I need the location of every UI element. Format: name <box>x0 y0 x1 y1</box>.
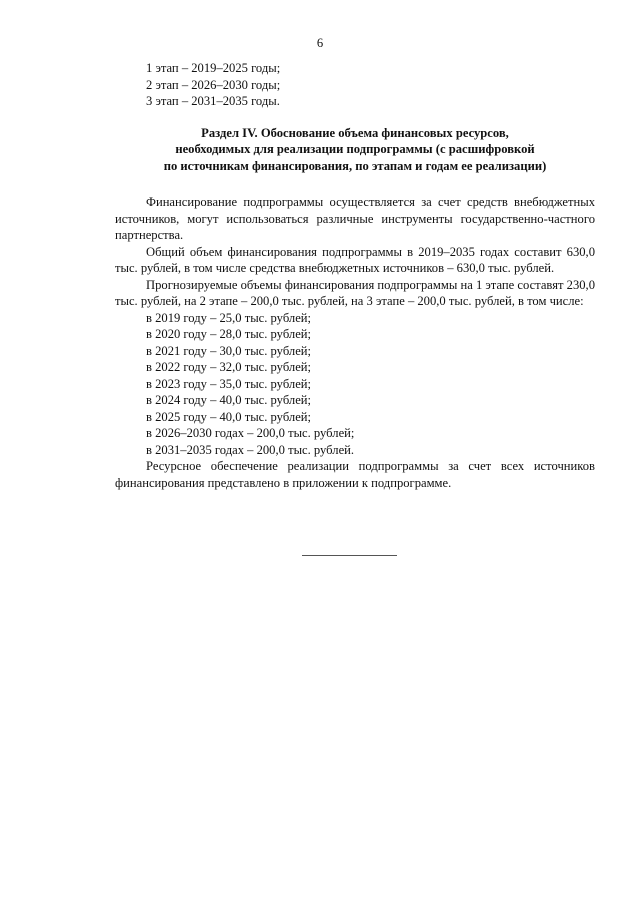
yearly-item: в 2022 году – 32,0 тыс. рублей; <box>146 360 312 374</box>
section-heading-line: по источникам финансирования, по этапам и годам ее реализации) <box>163 158 547 173</box>
section-heading-line: необходимых для реализации подпрограммы (с расшифровкой <box>175 142 535 156</box>
stages-list <box>115 60 595 110</box>
yearly-item: в 2019 году – 25,0 тыс. рублей; <box>146 310 312 325</box>
section-heading <box>115 125 595 175</box>
yearly-item: в 2025 году – 40,0 тыс. рублей; <box>146 409 312 424</box>
yearly-item: в 2023 году – 35,0 тыс. рублей; <box>146 376 312 391</box>
section-heading-line: Раздел IV. Обоснование объема финансовых ресурсов, <box>201 125 509 140</box>
stage-item: 3 этап – 2031–2035 годы. <box>146 94 280 108</box>
stage-item: 2 этап – 2026–2030 годы; <box>146 77 281 92</box>
yearly-item: в 2020 году – 28,0 тыс. рублей; <box>146 327 312 341</box>
stage-item: 1 этап – 2019–2025 годы; <box>146 61 281 75</box>
yearly-item: в 2021 году – 30,0 тыс. рублей; <box>146 343 312 358</box>
closing-rule <box>302 555 397 556</box>
yearly-item: в 2024 году – 40,0 тыс. рублей; <box>146 393 312 407</box>
yearly-item: в 2031–2035 годах – 200,0 тыс. рублей. <box>146 442 355 457</box>
paragraph-total-volume: Общий объем финансирования подпрограммы в 2019–2035 годах составит 630,0 тыс. рублей, в том числе средства внебюджетных источников – 630,0 тыс. рублей. <box>115 244 595 275</box>
page-number: 6 <box>316 36 324 50</box>
document-body <box>115 60 595 491</box>
paragraph-financing-sources: Финансирование подпрограммы осуществляется за счет средств внебюджетных источников, могут использоваться различные инструменты государственно-частного партнерства. <box>115 195 595 242</box>
paragraph-stage-volumes: Прогнозируемые объемы финансирования подпрограммы на 1 этапе составят 230,0 тыс. рублей, на 2 этапе – 200,0 тыс. рублей, на 3 этапе – 200,0 тыс. рублей, в том числе: <box>115 277 595 308</box>
yearly-item: в 2026–2030 годах – 200,0 тыс. рублей; <box>146 426 355 440</box>
yearly-list <box>115 310 595 459</box>
paragraph-resource-provision: Ресурсное обеспечение реализации подпрограммы за счет всех источников финансирования представлено в приложении к подпрограмме. <box>115 459 595 490</box>
